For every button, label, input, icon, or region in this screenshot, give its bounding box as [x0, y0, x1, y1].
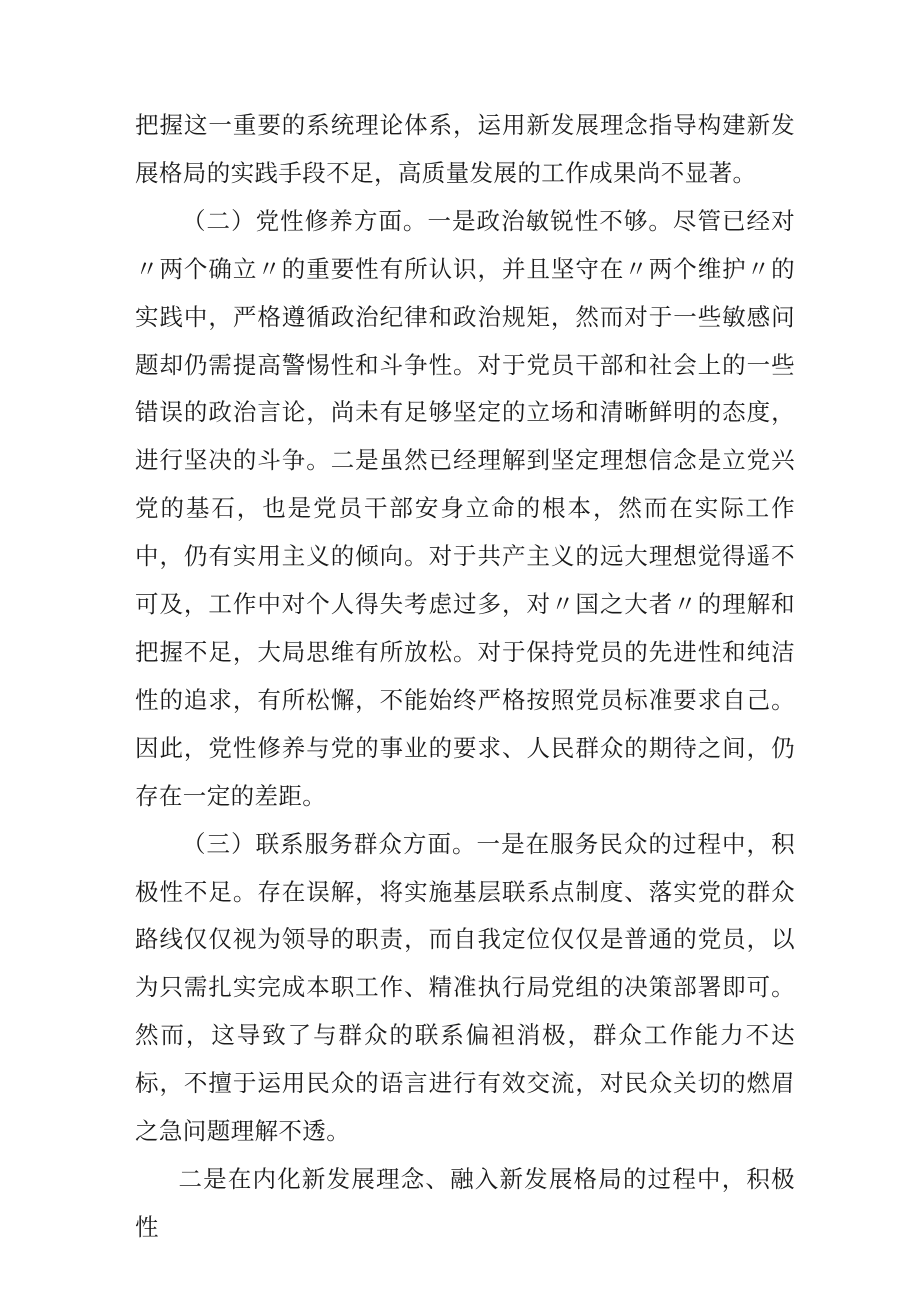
document-body — [135, 102, 795, 1252]
paragraph-new-development: 二是在内化新发展理念、融入新发展格局的过程中，积极性 — [135, 1164, 795, 1241]
paragraph-continuation: 把握这一重要的系统理论体系，运用新发展理念指导构建新发展格局的实践手段不足，高质量发展的工作成果尚不显著。 — [135, 111, 795, 187]
paragraph-serving-masses: （三）联系服务群众方面。一是在服务民众的过程中，积极性不足。存在误解，将实施基层联系点制度、落实党的群众路线仅仅视为领导的职责，而自我定位仅仅是普通的党员，以为只需扎实完成本职工作、精准执行局党组的决策部署即可。然而，这导致了与群众的联系偏袒消极，群众工作能力不达标，不擅于运用民众的语言进行有效交流，对民众关切的燃眉之急问题理解不透。 — [135, 829, 795, 1146]
paragraph-party-cultivation: （二）党性修养方面。一是政治敏锐性不够。尽管已经对〃两个确立〃的重要性有所认识，并且坚守在〃两个维护〃的实践中，严格遵循政治纪律和政治规矩，然而对于一些敏感问题却仍需提高警惕性和斗争性。对于党员干部和社会上的一些错误的政治言论，尚未有足够坚定的立场和清晰鲜明的态度，进行坚决的斗争。二是虽然已经理解到坚定理想信念是立党兴党的基石，也是党员干部安身立命的根本，然而在实际工作中，仍有实用主义的倾向。对于共产主义的远大理想觉得遥不可及，工作中对个人得失考虑过多，对〃国之大者〃的理解和把握不足，大局思维有所放松。对于保持党员的先进性和纯洁性的追求，有所松懈，不能始终严格按照党员标准要求自己。因此，党性修养与党的事业的要求、人民群众的期待之间，仍存在一定的差距。 — [135, 206, 795, 810]
